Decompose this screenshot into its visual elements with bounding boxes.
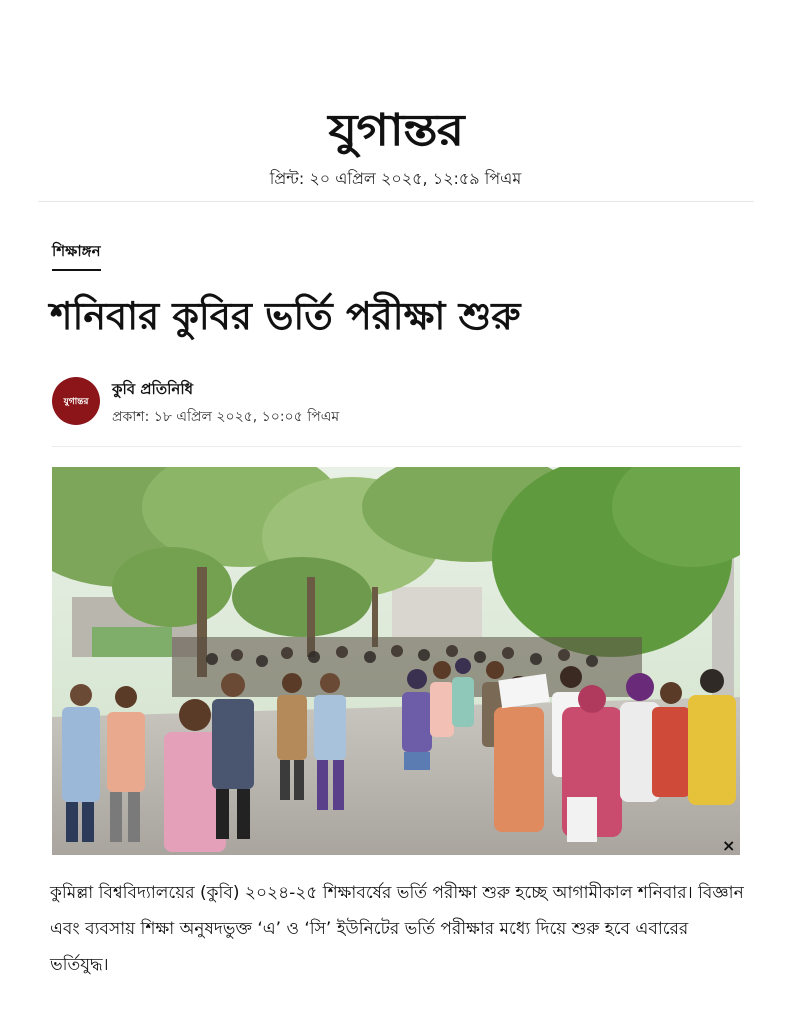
author-name: কুবি প্রতিনিধি <box>112 380 194 398</box>
article-headline: শনিবার কুবির ভর্তি পরীক্ষা শুরু <box>50 294 521 338</box>
published-date: প্রকাশ: ১৮ এপ্রিল ২০২৫, ১০:০৫ পিএম <box>112 409 340 425</box>
divider <box>38 201 754 202</box>
close-icon[interactable]: × <box>722 836 736 855</box>
divider <box>52 446 742 447</box>
article-photo <box>52 467 740 855</box>
logo-container[interactable] <box>0 104 791 158</box>
crowd-photo-illustration <box>52 467 740 855</box>
category-link[interactable]: শিক্ষাঙ্গন <box>52 240 101 271</box>
site-logo[interactable]: যুগান্তর <box>327 105 464 156</box>
avatar-logo-text: যুগান্তর <box>63 396 89 407</box>
author-avatar <box>52 377 100 425</box>
print-date: প্রিন্ট: ২০ এপ্রিল ২০২৫, ১২:৫৯ পিএম <box>269 169 522 188</box>
article-body: কুমিল্লা বিশ্ববিদ্যালয়ের (কুবি) ২০২৪-২৫ শিক্ষাবর্ষের ভর্তি পরীক্ষা শুরু হচ্ছে আগামীকাল শনিবার। বিজ্ঞান এবং ব্যবসায় শিক্ষা অনুষদভুক্ত ‘এ’ ও ‘সি’ ইউনিটের ভর্তি পরীক্ষার মধ্যে দিয়ে শুরু হবে এবারের ভর্তিযুদ্ধ। <box>50 883 744 975</box>
